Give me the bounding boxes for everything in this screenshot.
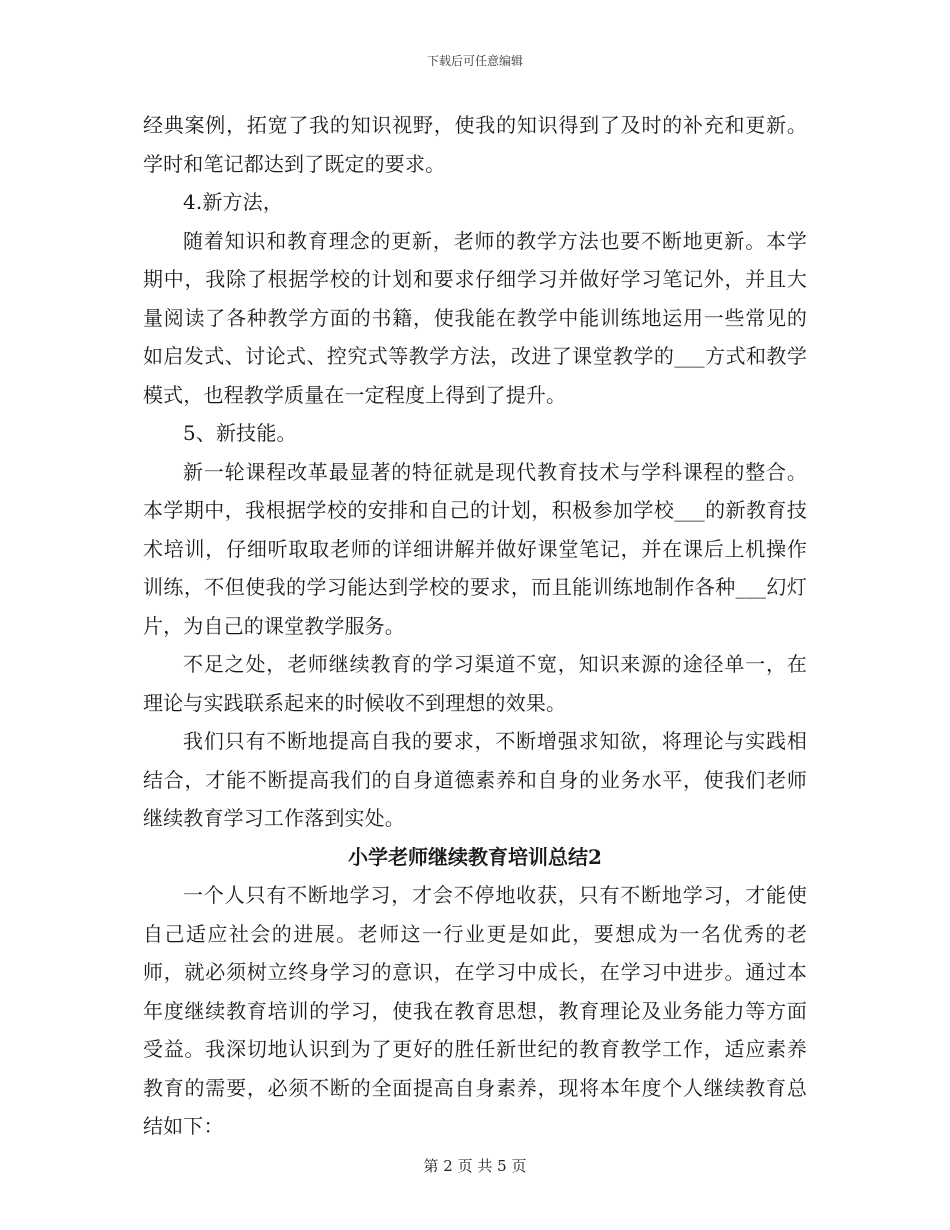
page-header: 下载后可任意编辑 — [426, 54, 523, 68]
section-title: 小学老师继续教育培训总结2 — [348, 844, 602, 869]
paragraph-shortcomings: 不足之处，老师继续教育的学习渠道不宽，知识来源的途径单一，在理论与实践联系起来的时候收不到理想的效果。 — [143, 652, 807, 715]
list-heading-new-methods: 4.新方法， — [183, 190, 283, 214]
paragraph-new-methods: 随着知识和教育理念的更新，老师的教学方法也要不断地更新。本学期中，我除了根据学校的计划和要求仔细学习并做好学习笔记外，并且大量阅读了各种教学方面的书籍，使我能在教学中能训练地运用一些常见的如启发式、讨论式、控究式等教学方法，改进了课堂教学的___方式和教学模式，也程教学质量在一定程度上得到了提升。 — [143, 228, 807, 407]
list-heading-new-skills: 5、新技能。 — [183, 421, 297, 445]
paragraph-new-skills: 新一轮课程改革最显著的特征就是现代教育技术与学科课程的整合。本学期中，我根据学校的安排和自己的计划，积极参加学校___的新教育技术培训，仔细听取取老师的详细讲解并做好课堂笔记，并在课后上机操作训练，不但使我的学习能达到学校的要求，而且能训练地制作各种___幻灯片，为自己的课堂教学服务。 — [143, 459, 807, 638]
document-body — [143, 106, 807, 1146]
paragraph-section-intro: 一个人只有不断地学习，才会不停地收获，只有不断地学习，才能使自己适应社会的进展。老师这一行业更是如此，要想成为一名优秀的老师，就必须树立终身学习的意识，在学习中成长，在学习中进步。通过本年度继续教育培训的学习，使我在教育思想，教育理论及业务能力等方面受益。我深切地认识到为了更好的胜任新世纪的教育教学工作，适应素养教育的需要，必须不断的全面提高自身素养，现将本年度个人继续教育总结如下： — [143, 883, 807, 1138]
paragraph-continuation: 经典案例，拓宽了我的知识视野，使我的知识得到了及时的补充和更新。学时和笔记都达到了既定的要求。 — [143, 113, 807, 176]
paragraph-conclusion: 我们只有不断地提高自我的要求，不断增强求知欲，将理论与实践相结合，才能不断提高我们的自身道德素养和自身的业务水平，使我们老师继续教育学习工作落到实处。 — [143, 729, 807, 830]
page-footer: 第 2 页 共 5 页 — [423, 1157, 527, 1175]
